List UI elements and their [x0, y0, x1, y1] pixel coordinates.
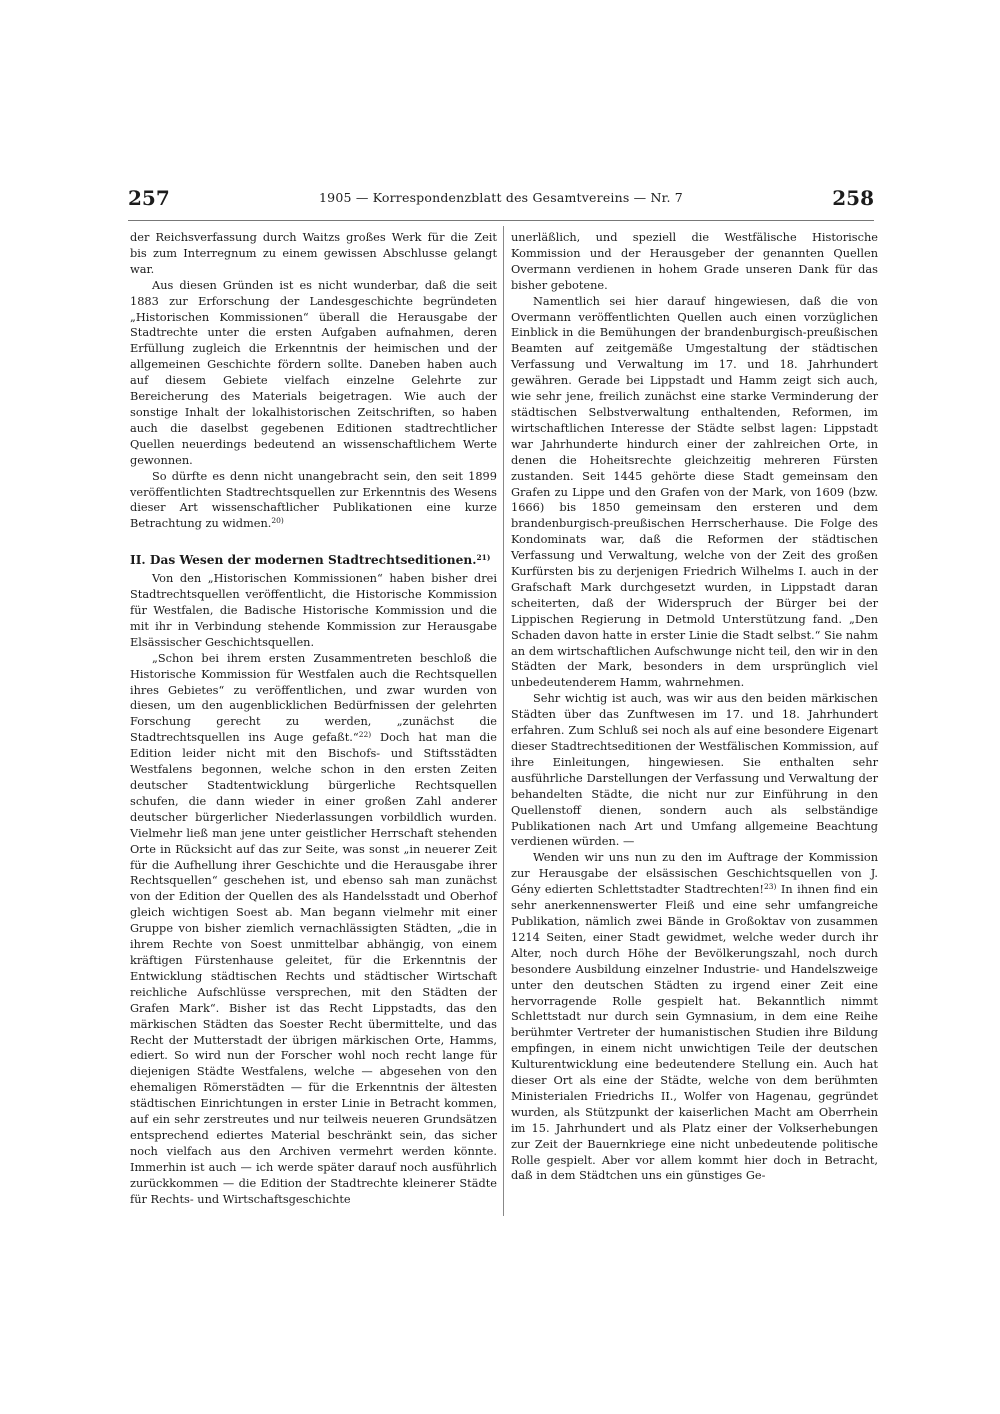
paragraph-text: Doch hat man die Edition leider nicht mit den Bischofs- und Stiftsstädten Westfalens begonnen, welche schon in den ersten Zeiten deutscher Stadtentwicklung bürgerliche Rechtsquellen schufen, die dann wieder in einer großen Zahl anderer deutscher bürgerlicher Niederlassungen vorbildlich wurden. Vielmehr ließ man jene unter geistlicher Herrschaft stehenden Orte in Rücksicht auf das zur Seite, was sonst „in neuerer Zeit für die Aufhellung ihrer Geschichte und die Herausgabe ihrer Rechtsquellen“ geschehen ist, und ebenso sah man zunächst von der Edition der Quellen des als Handelsstadt und Oberhof gleich wichtigen Soest ab. Man begann vielmehr mit einer Gruppe von bisher ziemlich vernachlässigten Städten, „die in ihrem Rechte von Soest unmittelbar abhängig, von einem kräftigen Fürstenhause geleitet, für die Erkenntnis der Entwicklung städtischen Rechts und städtischer Wirtschaft reichliche Aufschlüsse versprechen, mit den Städten der Grafen Mark“. Bisher ist das Recht Lippstadts, das den märkischen Städten das Soester Recht übermittelte, und das Recht der Mutterstadt der übrigen märkischen Orte, Hamms, ediert. So wird nun der Forscher wohl noch recht lange für diejenigen Städte Westfalens, welche — abgesehen von den ehemaligen Römerstädten — für die Erkenntnis der ältesten städtischen Einrichtungen in erster Linie in Betracht kommen, auf ein sehr zerstreutes und nur teilweis neueren Grundsätzen entsprechend ediertes Material beschränkt sein, das sicher noch vielfach aus den Archiven vermehrt werden könnte. Immerhin ist auch — ich werde später darauf noch ausführlich zurückkommen — die Edition der Stadtrechte kleinerer Städte für Rechts- und Wirtschaftsgeschichte [130, 730, 497, 1206]
paragraph: der Reichsverfassung durch Waitzs großes Werk für die Zeit bis zum Interregnum zu einem gewissen Abschlusse gelangt war. [130, 230, 497, 276]
section-heading [130, 552, 497, 569]
paragraph: Sehr wichtig ist auch, was wir aus den beiden märkischen Städten über das Zunftwesen im 17. und 18. Jahrhundert erfahren. Zum Schluß sei noch als auf eine besondere Eigenart dieser Stadtrechtseditionen der Westfälischen Kommission, auf ihre Einleitungen, hingewiesen. Sie enthalten sehr ausführliche Darstellungen der Verfassung und Verwaltung der behandelten Städte, die nicht nur zur Einführung in den Quellenstoff dienen, sondern auch als selbständige Publikationen nach Art und Umfang allgemeine Beachtung verdienen würden. — [511, 691, 878, 849]
footnote-ref: 22) [358, 730, 372, 740]
column-divider [503, 226, 504, 1216]
paragraph: Von den „Historischen Kommissionen“ haben bisher drei Stadtrechtsquellen veröffentlicht, die Historische Kommission für Westfalen, die Badische Historische Kommission und die mit ihr in Verbindung stehende Kommission zur Herausgabe Elsässischer Geschichtsquellen. [130, 571, 497, 649]
footnote-ref: 21) [476, 553, 491, 563]
paragraph: unerläßlich, und speziell die Westfälische Historische Kommission und der Herausgeber der genannten Quellen Overmann verdienen in hohem Grade unseren Dank für das bisher gebotene. [511, 230, 878, 292]
paragraph-text: In ihnen find ein sehr anerkennenswerter Fleiß und eine sehr umfangreiche Publikation, nämlich zwei Bände in Großoktav von zusammen 1214 Seiten, einer Stadt gewidmet, welche weder durch ihr Alter, noch durch Höhe der Bevölkerungszahl, noch durch besondere Ausbildung einzelner Industrie- und Handelszweige unter den deutschen Städten zu irgend einer Zeit eine hervorragende Rolle gespielt hat. Bekanntlich nimmt Schlettstadt nur durch sein Gymnasium, in dem eine Reihe berühmter Vertreter der humanistischen Studien ihre Bildung empfingen, in einem nicht unwichtigen Teile der deutschen Kulturentwicklung eine bedeutendere Stellung ein. Auch hat dieser Ort als eine der Städte, welche von dem berühmten Ministerialen Friedrichs II., Wolfer von Hagenau, gegründet wurden, als Stützpunkt der kaiserlichen Macht am Oberrhein im 15. Jahrhundert und als Platz einer der Volkserhebungen zur Zeit der Bauernkriege eine nicht unbedeutende politische Rolle gespielt. Aber vor allem kommt hier doch in Betracht, daß in dem Städtchen uns ein günstiges Ge- [511, 882, 878, 1183]
page-number-right: 258 [832, 186, 874, 210]
paragraph [130, 469, 497, 533]
paragraph-text: So dürfte es denn nicht unangebracht sein, den seit 1899 veröffentlichten Stadtrechtsquellen zur Erkenntnis des Wesens dieser Art wissenschaftlicher Publikationen eine kurze Betrachtung zu widmen. [130, 468, 497, 531]
paragraph-text: „Schon bei ihrem ersten Zusammentreten beschloß die Historische Kommission für Westfalen auch die Rechtsquellen ihres Gebietes“ zu veröffentlichen, und zwar wurden von diesen, um den augenblicklichen Bedürfnissen der gelehrten Forschung gerecht zu werden, „zunächst die Stadtrechtsquellen ins Auge gefaßt.“ [130, 650, 497, 745]
running-title: 1905 — Korrespondenzblatt des Gesamtvereins — Nr. 7 [319, 190, 683, 205]
footnote-ref: 23) [763, 882, 777, 892]
paragraph [130, 651, 497, 1208]
page-header [128, 186, 874, 212]
left-column [130, 230, 497, 1207]
page-number-left: 257 [128, 186, 170, 210]
paragraph: Namentlich sei hier darauf hingewiesen, daß die von Overmann veröffentlichten Quellen auch einen vorzüglichen Einblick in die Bemühungen der brandenburgisch-preußischen Beamten auf zeitgemäße Umgestaltung der städtischen Verfassung und Verwaltung im 17. und 18. Jahrhundert gewähren. Gerade bei Lippstadt und Hamm zeigt sich auch, wie sehr jene, freilich zunächst eine starke Verminderung der städtischen Selbstverwaltung enthaltenden, Reformen, im wirtschaftlichen Interesse der Städte selbst lagen: Lippstadt war Jahrhunderte hindurch einer der zahlreichen Orte, in denen die Hoheitsrechte gleichzeitig mehreren Fürsten zustanden. Seit 1445 gehörte diese Stadt gemeinsam den Grafen zu Lippe und den Grafen von der Mark, von 1609 (bzw. 1666) bis 1850 gemeinsam den ersteren und dem brandenburgisch-preußischen Herrscherhause. Die Folge des Kondominats war, daß die Reformen der städtischen Verfassung und Verwaltung, welche von der Zeit des großen Kurfürsten bis zu derjenigen Friedrich Wilhelms I. auch in der Grafschaft Mark durchgesetzt wurden, in Lippstadt daran scheiterten, daß der Widerspruch der Bürger bei der Lippischen Regierung in Detmold Unterstützung fand. „Den Schaden davon hatte in erster Linie die Stadt selbst.“ Sie nahm an dem wirtschaftlichen Aufschwunge nicht teil, den wir in den Städten der Mark, besonders in dem ursprünglich viel unbedeutenderem Hamm, wahrnehmen. [511, 293, 878, 690]
right-column [511, 230, 878, 1184]
header-rule [128, 220, 874, 221]
paragraph: Aus diesen Gründen ist es nicht wunderbar, daß die seit 1883 zur Erforschung der Landesgeschichte begründeten „Historischen Kommissionen“ überall die Herausgabe der Stadtrechte unter die ersten Aufgaben aufnahmen, deren Erfüllung zugleich die Erkenntnis der heimischen und der allgemeinen Geschichte fördern sollte. Daneben haben auch auf diesem Gebiete vielfach einzelne Gelehrte zur Bereicherung des Materials beigetragen. Wie auch der sonstige Inhalt der lokalhistorischen Zeitschriften, so haben auch die daselbst gegebenen Editionen stadtrechtlicher Quellen neuerdings bedeutend an wissenschaftlichem Werte gewonnen. [130, 277, 497, 467]
footnote-ref: 20) [271, 516, 284, 526]
paragraph [511, 850, 878, 1184]
section-heading-text: II. Das Wesen der modernen Stadtrechtseditionen. [130, 553, 477, 568]
paragraph-text: Wenden wir uns nun zu den im Auftrage der Kommission zur Herausgabe der elsässischen Geschichtsquellen von J. Gény edierten Schlettstadter Stadtrechten! [511, 850, 878, 897]
